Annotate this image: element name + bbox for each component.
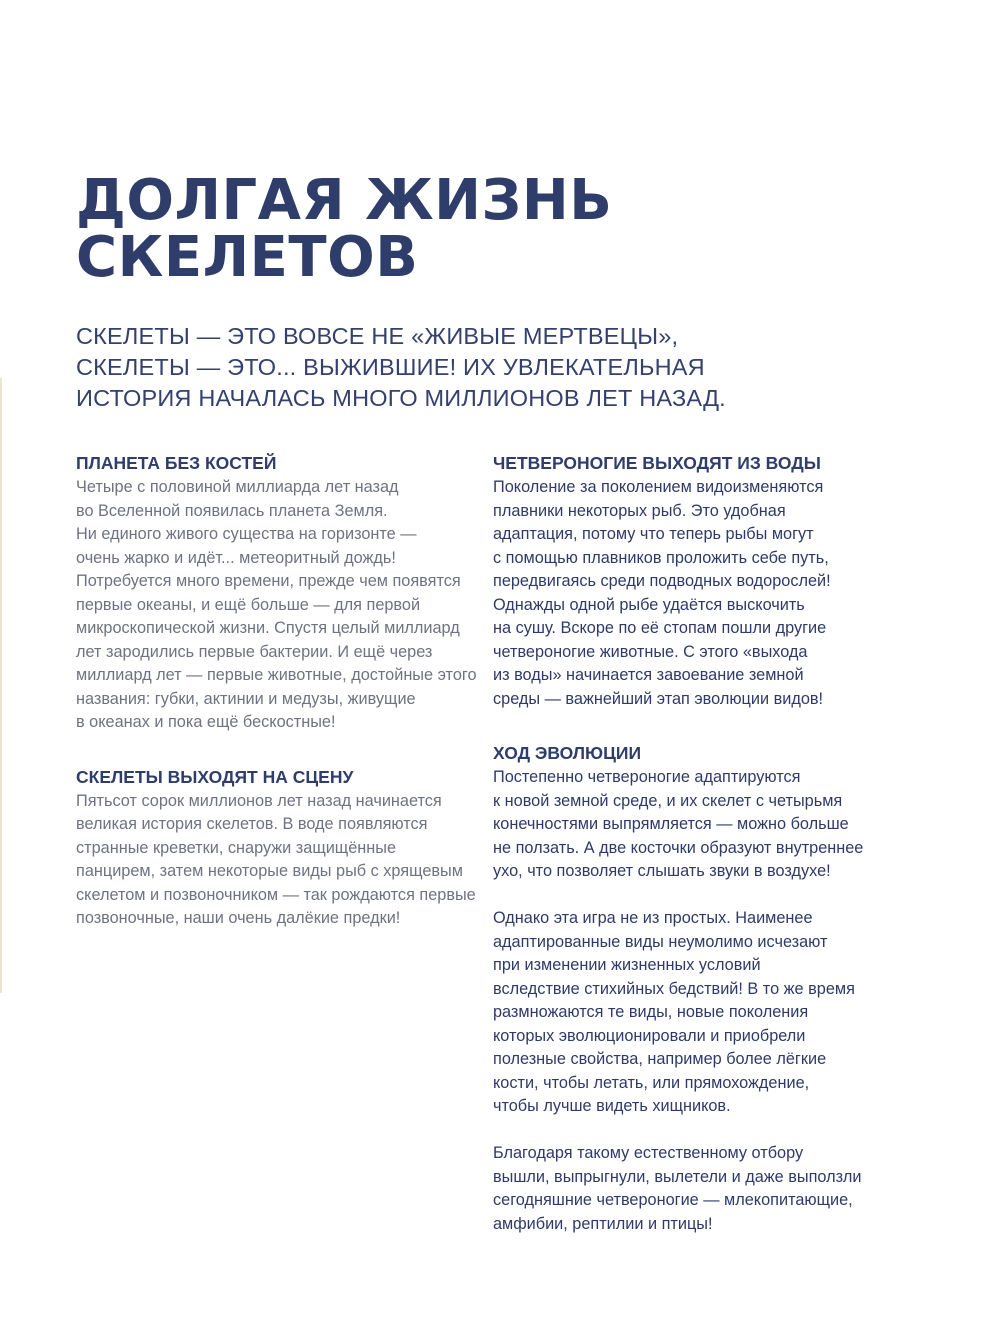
text-line: четвероногие животные. С этого «выхода [493, 642, 808, 661]
text-line: к новой земной среде, и их скелет с четырьмя [493, 791, 843, 810]
lead-line: ИСТОРИЯ НАЧАЛАСЬ МНОГО МИЛЛИОНОВ ЛЕТ НАЗАД. [76, 385, 726, 411]
text-line: адаптация, потому что теперь рыбы могут [493, 525, 814, 543]
section-body [76, 790, 476, 931]
section-course-of-evolution [493, 740, 933, 1236]
text-line: Благодаря такому естественному отбору [493, 1144, 804, 1162]
text-line: на сушу. Вскоре по её стопам пошли другие [493, 619, 827, 637]
text-line: панцирем, затем некоторые виды рыб с хрящевым [76, 862, 463, 880]
text-line: Однажды одной рыбе удаётся выскочить [493, 595, 805, 614]
text-line: ухо, что позволяет слышать звуки в воздухе! [493, 862, 831, 880]
section-tetrapods-leave-water [493, 450, 933, 711]
section-heading: ХОД ЭВОЛЮЦИИ [493, 743, 642, 763]
section-body [76, 476, 476, 735]
text-line: амфибии, рептилии и птицы! [493, 1214, 713, 1233]
text-line: среды — важнейший этап эволюции видов! [493, 689, 824, 708]
text-line: не ползать. А две косточки образуют внутреннее [493, 838, 864, 857]
text-line: которых эволюционировали и приобрели [493, 1026, 806, 1045]
section-body [493, 476, 933, 711]
text-line: во Вселенной появилась планета Земля. [76, 501, 388, 520]
section-skeletons-enter-stage [76, 764, 476, 931]
paragraph-gap [493, 1119, 933, 1143]
text-line: странные креветки, снаружи защищённые [76, 838, 396, 857]
text-line: скелетом и позвоночником — так рождаются первые [76, 885, 476, 904]
text-line: Поколение за поколением видоизменяются [493, 478, 824, 496]
text-line: конечностями выпрямляется — можно больше [493, 815, 849, 833]
text-line: Четыре с половиной миллиарда лет назад [76, 478, 399, 496]
text-line: при изменении жизненных условий [493, 956, 761, 974]
lead-line: СКЕЛЕТЫ — ЭТО... ВЫЖИВШИЕ! ИХ УВЛЕКАТЕЛЬНАЯ [76, 354, 705, 380]
lead-paragraph [76, 321, 956, 414]
text-line: с помощью плавников проложить себе путь, [493, 548, 829, 567]
page-title-line: ДОЛГАЯ ЖИЗНЬ [76, 168, 613, 233]
lead-line: СКЕЛЕТЫ — ЭТО ВОВСЕ НЕ «ЖИВЫЕ МЕРТВЕЦЫ», [76, 323, 679, 349]
text-line: адаптированные виды неумолимо исчезают [493, 932, 828, 951]
text-line: Однако эта игра не из простых. Наименее [493, 909, 813, 927]
section-heading: ПЛАНЕТА БЕЗ КОСТЕЙ [76, 453, 277, 473]
text-line: размножаются те виды, новые поколения [493, 1003, 809, 1021]
text-line: микроскопической жизни. Спустя целый миллиард [76, 619, 460, 637]
paragraph-gap [493, 884, 933, 908]
page-title-line: СКЕЛЕТОВ [76, 225, 419, 290]
section-heading: ЧЕТВЕРОНОГИЕ ВЫХОДЯТ ИЗ ВОДЫ [493, 453, 821, 473]
text-line: сегодняшние четвероногие — млекопитающие, [493, 1191, 853, 1209]
text-line: полезные свойства, например более лёгкие [493, 1050, 827, 1068]
text-line: Пятьсот сорок миллионов лет назад начинается [76, 791, 442, 810]
text-line: лет зародились первые бактерии. И ещё через [76, 642, 433, 661]
page-edge-line [0, 378, 2, 993]
text-line: вследствие стихийных бедствий! В то же время [493, 979, 855, 998]
text-line: великая история скелетов. В воде появляются [76, 815, 428, 833]
text-line: вышли, выпрыгнули, вылетели и даже выползли [493, 1167, 862, 1186]
text-line: плавники некоторых рыб. Это удобная [493, 501, 786, 520]
text-line: передвигаясь среди подводных водорослей! [493, 572, 831, 590]
text-line: Постепенно четвероногие адаптируются [493, 768, 801, 786]
text-line: из воды» начинается завоевание земной [493, 666, 804, 684]
text-line: кости, чтобы летать, или прямохождение, [493, 1073, 810, 1092]
right-column [493, 450, 933, 1236]
text-line: в океанах и пока ещё бескостные! [76, 713, 336, 731]
text-line: миллиард лет — первые животные, достойные этого [76, 666, 477, 684]
section-heading: СКЕЛЕТЫ ВЫХОДЯТ НА СЦЕНУ [76, 766, 354, 787]
text-line: чтобы лучше видеть хищников. [493, 1097, 731, 1115]
text-line: первые океаны, и ещё больше — для первой [76, 595, 421, 614]
left-column [76, 450, 476, 931]
text-line: названия: губки, актинии и медузы, живущие [76, 689, 416, 708]
text-line: очень жарко и идёт... метеоритный дождь! [76, 548, 396, 567]
text-line: позвоночные, наши очень далёкие предки! [76, 909, 401, 927]
section-planet-without-bones [76, 450, 476, 735]
page-title [76, 168, 936, 290]
section-body [493, 766, 933, 1236]
text-line: Ни единого живого существа на горизонте — [76, 525, 417, 543]
text-line: Потребуется много времени, прежде чем появятся [76, 572, 461, 590]
